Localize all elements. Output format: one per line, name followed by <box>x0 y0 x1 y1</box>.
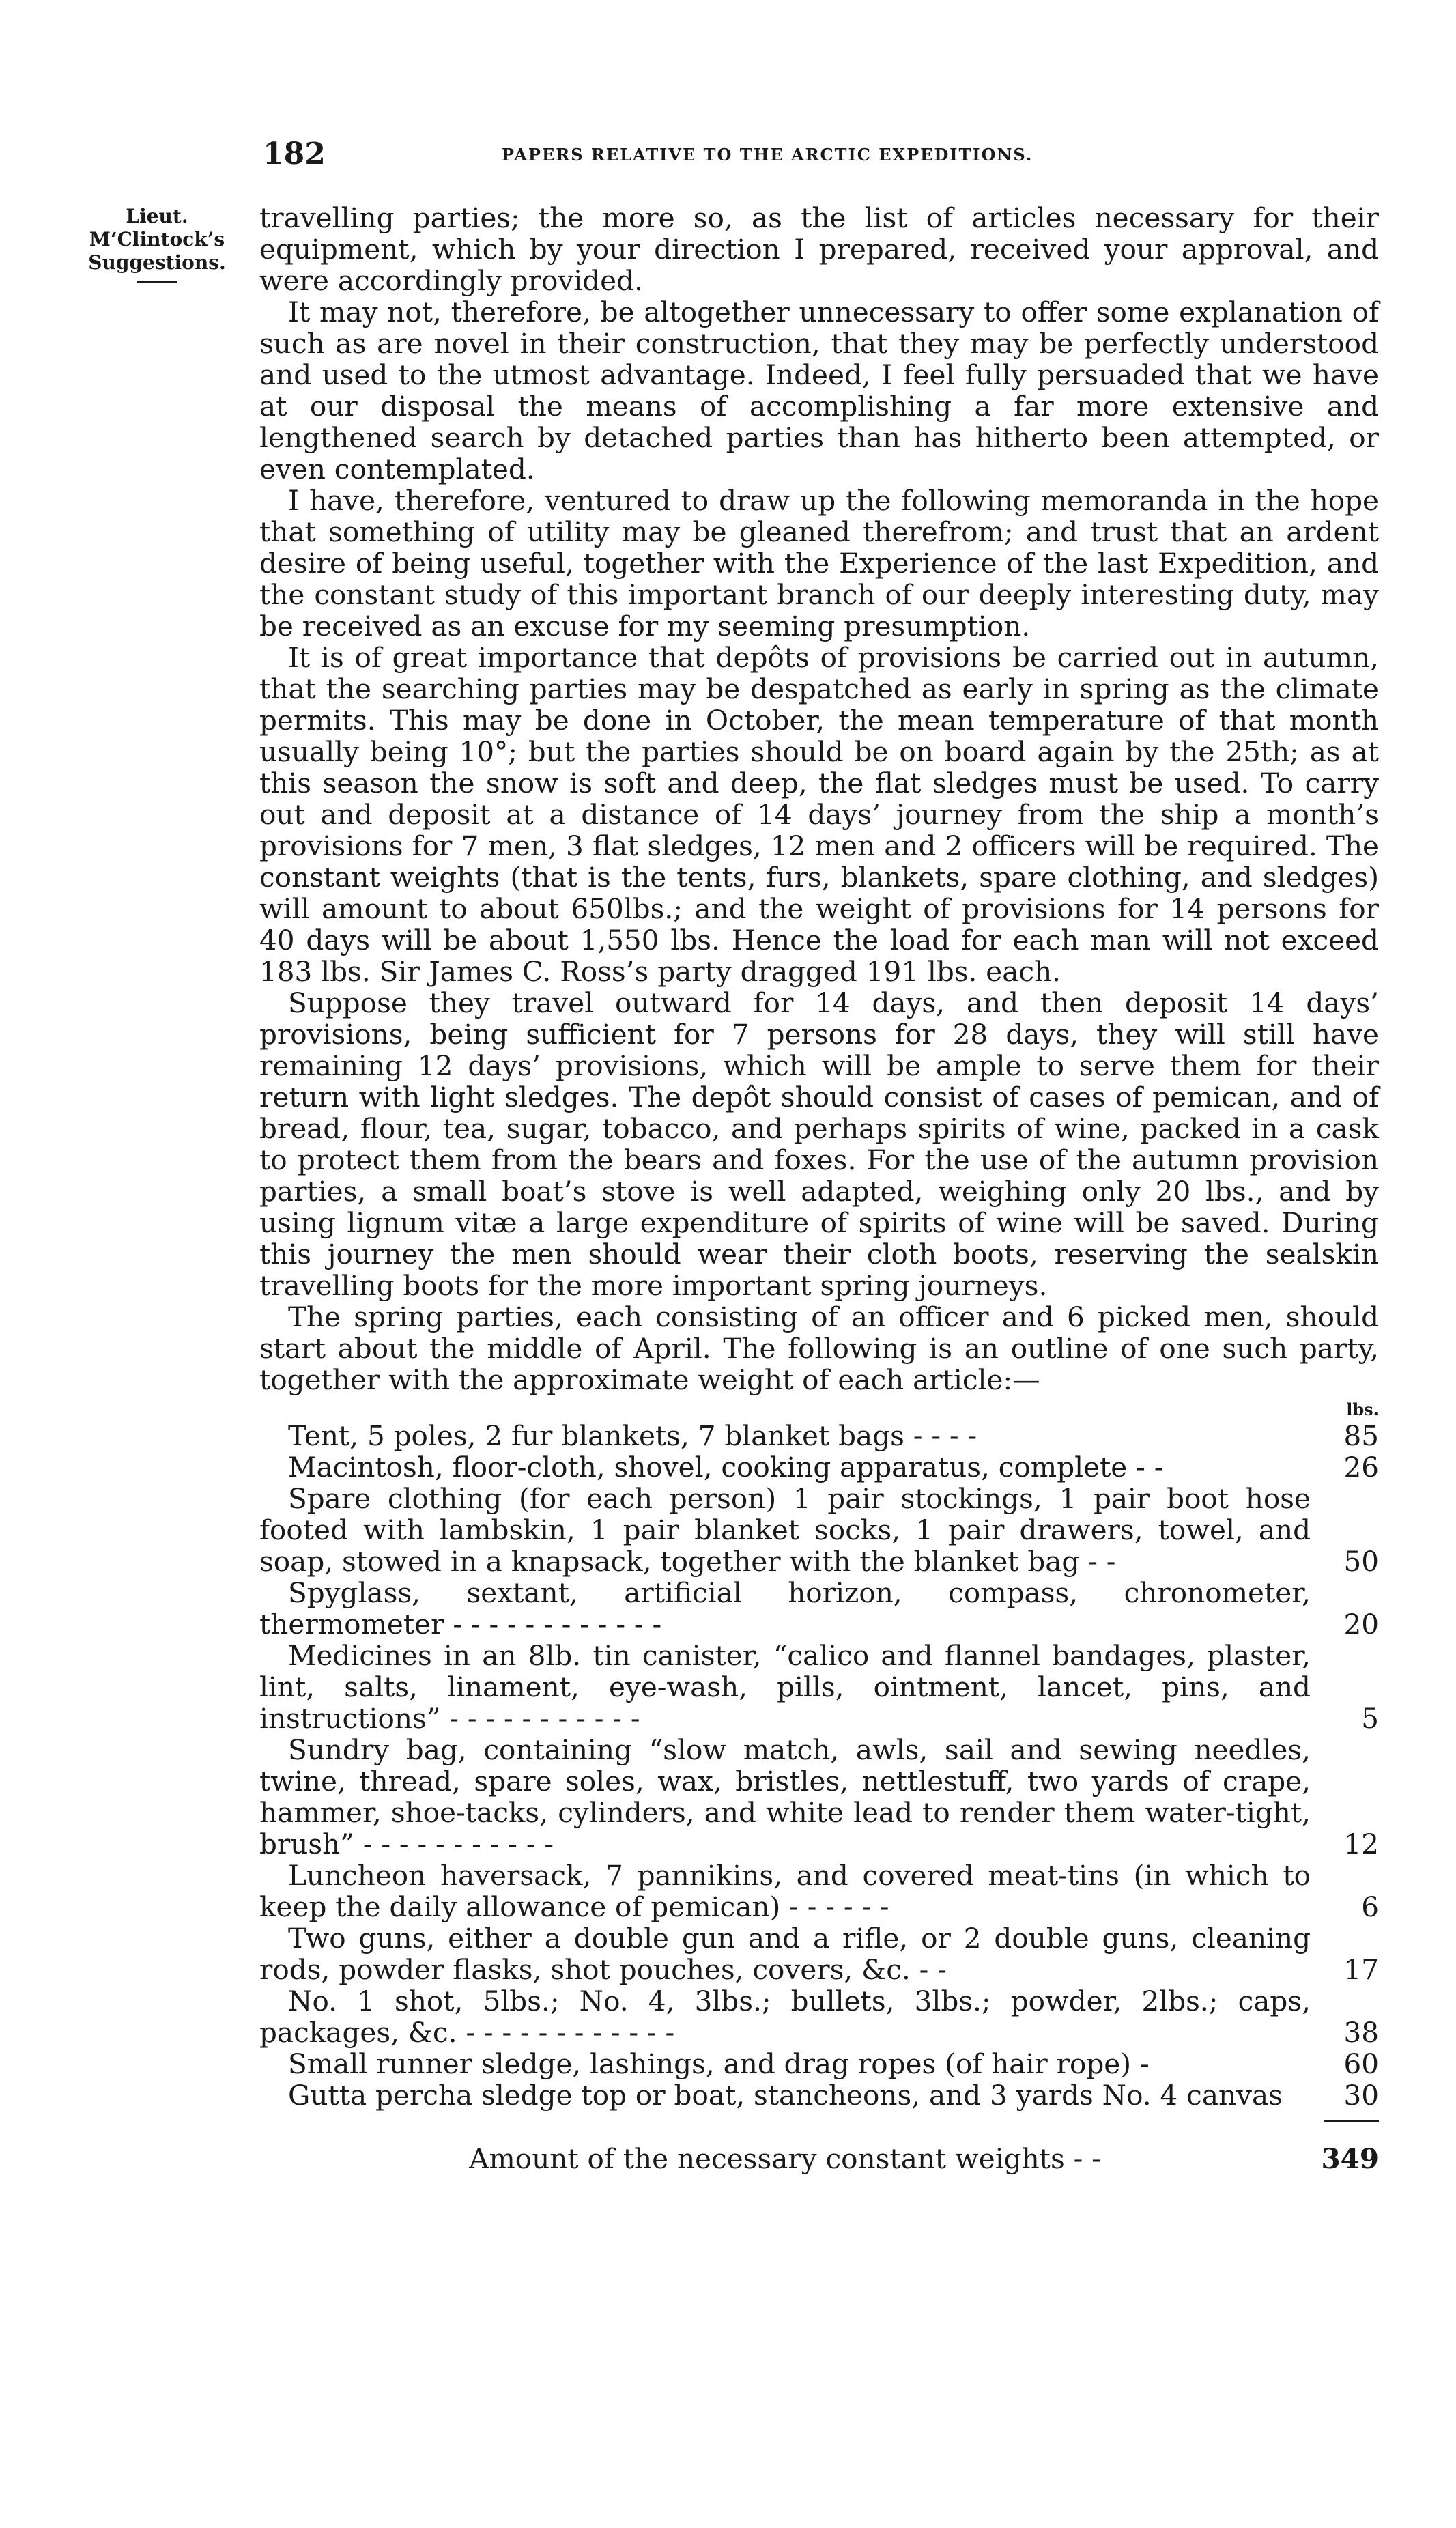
weight-item-lbs: 12 <box>1343 1828 1379 1860</box>
weights-total <box>259 2143 1379 2174</box>
weight-item-text: Gutta percha sledge top or boat, stancheons, and 3 yards No. 4 canvas <box>288 2079 1283 2112</box>
weights-unit-header: lbs. <box>1346 1400 1379 1419</box>
running-title: PAPERS RELATIVE TO THE ARCTIC EXPEDITIONS. <box>502 145 1033 165</box>
weight-item-text: Luncheon haversack, 7 pannikins, and covered meat-tins (in which to keep the daily allowance of pemican) - - - - - - <box>259 1859 1311 1923</box>
weight-item-lbs: 50 <box>1343 1545 1379 1578</box>
weight-item <box>259 1483 1379 1577</box>
weight-item-lbs: 85 <box>1343 1419 1379 1452</box>
weight-item-lbs: 17 <box>1343 1953 1379 1986</box>
page-number: 182 <box>263 137 326 171</box>
weight-item <box>259 1985 1379 2048</box>
weight-item-lbs: 30 <box>1343 2079 1379 2112</box>
weight-item-lbs: 26 <box>1343 1451 1379 1483</box>
margin-note-rule <box>137 281 177 283</box>
paragraph: The spring parties, each consisting of an officer and 6 picked men, should start about the middle of April. The following is an outline of one such party, together with the approximate weight of each article:— <box>259 1301 1379 1396</box>
weight-item-lbs: 38 <box>1343 2016 1379 2049</box>
weight-item-lbs: 5 <box>1361 1702 1379 1735</box>
paragraph: It may not, therefore, be altogether unnecessary to offer some explanation of such as are novel in their construction, that they may be perfectly understood and used to the utmost advantage. Indeed, I feel fully persuaded that we have at our disposal the means of accomplishing a far more extensive and lengthened search by detached parties than has hitherto been attempted, or even contemplated. <box>259 296 1379 485</box>
weight-item <box>259 1734 1379 1860</box>
weight-item-text: Spare clothing (for each person) 1 pair stockings, 1 pair boot hose footed with lambskin, 1 pair blanket socks, 1 pair drawers, towel, and soap, stowed in a knapsack, together with the blanket bag - - <box>259 1482 1311 1578</box>
weight-item-lbs: 20 <box>1343 1608 1379 1641</box>
page-header <box>263 137 1382 171</box>
weight-item-text: Small runner sledge, lashings, and drag ropes (of hair rope) - <box>288 2047 1150 2080</box>
body-text <box>259 202 1379 2174</box>
paragraph: I have, therefore, ventured to draw up the following memoranda in the hope that something of utility may be gleaned therefrom; and trust that an ardent desire of being useful, together with the Experience of the last Expedition, and the constant study of this important branch of our deeply interesting duty, may be received as an excuse for my seeming presumption. <box>259 484 1379 642</box>
weights-total-label: Amount of the necessary constant weights - - <box>469 2142 1101 2175</box>
weight-item-text: Macintosh, floor-cloth, shovel, cooking apparatus, complete - - <box>288 1451 1164 1483</box>
margin-note-line: M‘Clintock’s <box>89 228 225 251</box>
weight-item <box>259 1640 1379 1734</box>
margin-note-line: Lieut. <box>126 205 188 227</box>
margin-note-line: Suggestions. <box>88 251 226 274</box>
weight-item-lbs: 6 <box>1361 1890 1379 1923</box>
weight-item <box>259 1860 1379 1922</box>
paragraph: Suppose they travel outward for 14 days, and then deposit 14 days’ provisions, being sufficient for 7 persons for 28 days, they will still have remaining 12 days’ provisions, which will be ample to serve them for their return with light sledges. The depôt should consist of cases of pemican, and of bread, flour, tea, sugar, tobacco, and perhaps spirits of wine, packed in a cask to protect them from the bears and foxes. For the use of the autumn provision parties, a small boat’s stove is well adapted, weighing only 20 lbs., and by using lignum vitæ a large expenditure of spirits of wine will be saved. During this journey the men should wear their cloth boots, reserving the sealskin travelling boots for the more important spring journeys. <box>259 986 1379 1302</box>
weight-item-text: Two guns, either a double gun and a rifle, or 2 double guns, cleaning rods, powder flasks, shot pouches, covers, &c. - - <box>259 1922 1311 1986</box>
weight-item-text: Tent, 5 poles, 2 fur blankets, 7 blanket bags - - - - <box>288 1419 977 1452</box>
paragraph: It is of great importance that depôts of provisions be carried out in autumn, that the searching parties may be despatched as early in spring as the climate permits. This may be done in October, the mean temperature of that month usually being 10°; but the parties should be on board again by the 25th; as at this season the snow is soft and deep, the flat sledges must be used. To carry out and deposit at a distance of 14 days’ journey from the ship a month’s provisions for 7 men, 3 flat sledges, 12 men and 2 officers will be required. The constant weights (that is the tents, furs, blankets, spare clothing, and sledges) will amount to about 650lbs.; and the weight of provisions for 14 persons for 40 days will be about 1,550 lbs. Hence the load for each man will not exceed 183 lbs. Sir James C. Ross’s party dragged 191 lbs. each. <box>259 641 1379 988</box>
weight-item-text: No. 1 shot, 5lbs.; No. 4, 3lbs.; bullets, 3lbs.; powder, 2lbs.; caps, packages, &c. - - - - - - - - - - - - <box>259 1985 1311 2049</box>
paragraph: travelling parties; the more so, as the list of articles necessary for their equipment, which by your direction I prepared, received your approval, and were accordingly provided. <box>259 201 1379 297</box>
weight-item <box>259 2048 1379 2079</box>
weight-item <box>259 1922 1379 1985</box>
weights-total-lbs: 349 <box>1321 2142 1379 2175</box>
weight-item-lbs: 60 <box>1343 2047 1379 2080</box>
weight-item <box>259 1451 1379 1483</box>
weight-item <box>259 2079 1379 2111</box>
weight-item-text: Sundry bag, containing “slow match, awls, sail and sewing needles, twine, thread, spare soles, wax, bristles, nettlestuff, two yards of crape, hammer, shoe-tacks, cylinders, and white lead to render them water-tight, brush” - - - - - - - - - - - <box>259 1733 1311 1860</box>
margin-note <box>65 205 249 283</box>
weight-item-text: Spyglass, sextant, artificial horizon, compass, chronometer, thermometer - - - - - - - - - - - - <box>259 1576 1311 1641</box>
weight-item <box>259 1420 1379 1451</box>
total-rule <box>1324 2120 1379 2122</box>
weight-item <box>259 1577 1379 1640</box>
weight-item-text: Medicines in an 8lb. tin canister, “calico and flannel bandages, plaster, lint, salts, linament, eye-wash, pills, ointment, lancet, pins, and instructions” - - - - - - - - - - - <box>259 1639 1311 1735</box>
